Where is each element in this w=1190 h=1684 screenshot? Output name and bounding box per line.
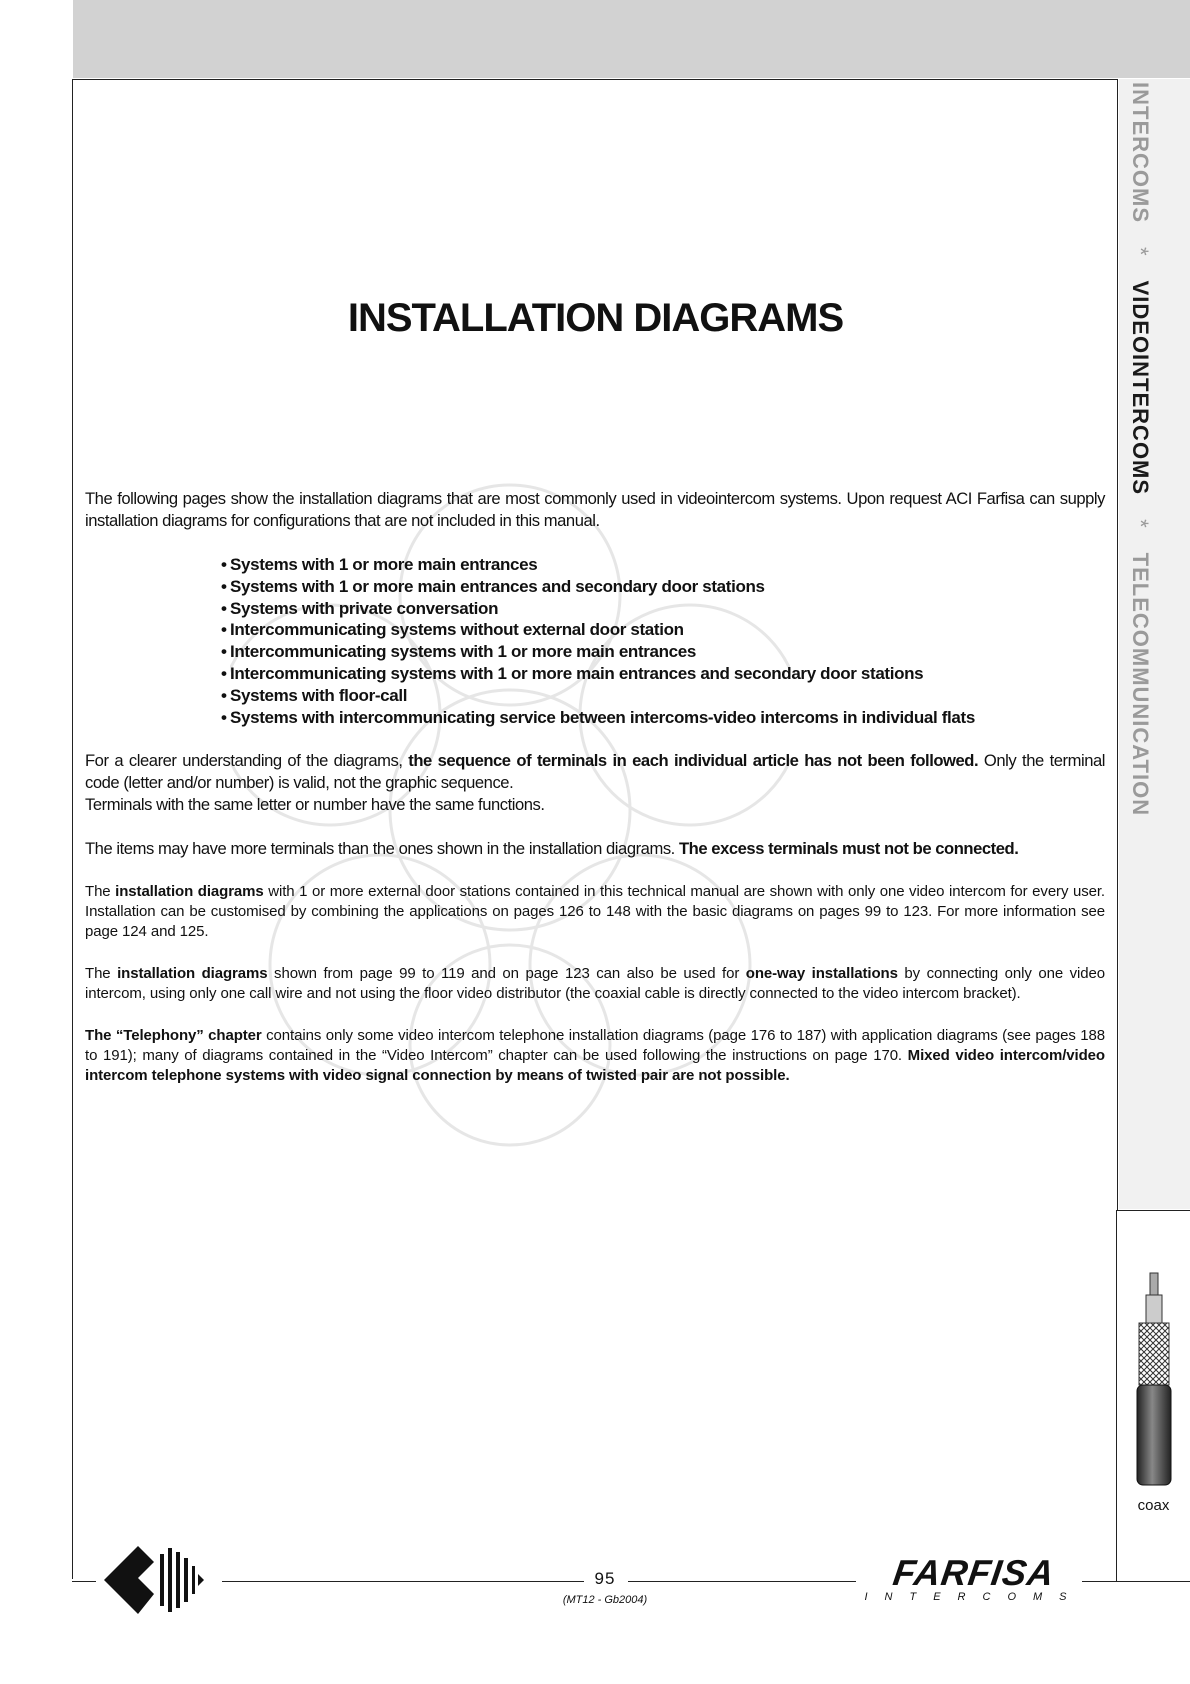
main-content bbox=[85, 488, 1105, 1108]
excess-terminals-paragraph: The items may have more terminals than the ones shown in the installation diagrams. The excess terminals must not be connected. bbox=[85, 839, 1019, 859]
nav-item-videointercoms[interactable]: VIDEOINTERCOMS bbox=[1128, 280, 1153, 496]
frame-top-border bbox=[72, 79, 1118, 80]
list-item: • Intercommunicating systems with 1 or more main entrances and secondary door stations bbox=[221, 663, 924, 683]
list-item: • Intercommunicating systems without external door station bbox=[221, 620, 684, 640]
footer-rule bbox=[72, 1581, 96, 1582]
customisation-paragraph: The installation diagrams with 1 or more external door stations contained in this technical manual are shown with only one video intercom for every user. Installation can be customised by combining the applications on pages 126 to 148 with the basic diagrams on pages 99 to 123. For more information see page 124 and 125. bbox=[85, 883, 1105, 941]
side-navigation bbox=[1127, 82, 1153, 816]
sequence-paragraph: For a clearer understanding of the diagrams, the sequence of terminals in each individual article has not been followed. Only the terminal code (letter and/or number) is valid, not the graphic sequence. Terminals with the same letter or number have the same functions. bbox=[85, 751, 1105, 815]
list-item: • Systems with 1 or more main entrances bbox=[221, 555, 538, 574]
nav-separator: * bbox=[1128, 247, 1153, 257]
coax-panel bbox=[1116, 1210, 1190, 1582]
page-title: INSTALLATION DIAGRAMS bbox=[347, 296, 844, 340]
document-code: (MT12 - Gb2004) bbox=[562, 1594, 648, 1606]
list-item: • Systems with 1 or more main entrances and secondary door stations bbox=[221, 576, 765, 596]
nav-item-intercoms[interactable]: INTERCOMS bbox=[1128, 82, 1153, 224]
list-item: • Systems with private conversation bbox=[221, 598, 499, 618]
footer-rule bbox=[222, 1581, 584, 1582]
nav-separator: * bbox=[1128, 519, 1153, 529]
telephony-paragraph: The “Telephony” chapter contains only some video intercom telephone installation diagrams (page 176 to 187) with application diagrams (see pages 188 to 191); many of diagrams contained in the “Video Intercom” chapter can be used following the instructions on page 170. Mixed video intercom/video intercom telephone systems with video signal connection by means of twisted pair are not possible. bbox=[85, 1027, 1105, 1085]
company-logo-icon bbox=[102, 1544, 212, 1616]
coax-label: coax bbox=[1137, 1497, 1170, 1514]
top-band bbox=[73, 0, 1190, 78]
page-number: 95 bbox=[594, 1569, 616, 1588]
one-way-paragraph: The installation diagrams shown from page 99 to 119 and on page 123 can also be used for one-way installations by connecting only one video intercom, using only one call wire and not using the floor video distributor (the coaxial cable is directly connected to the video intercom bracket). bbox=[85, 965, 1105, 1003]
list-item: • Intercommunicating systems with 1 or more main entrances bbox=[221, 642, 696, 662]
brand-logo bbox=[864, 1552, 1084, 1604]
brand-name: FARFISA bbox=[890, 1552, 1058, 1593]
intro-paragraph: The following pages show the installation diagrams that are most commonly used in videointercom systems. Upon request ACI Farfisa can supply installation diagrams for configurations that are not included in this manual. bbox=[85, 489, 1105, 530]
system-types-list bbox=[85, 554, 1105, 728]
footer-rule bbox=[1082, 1581, 1118, 1582]
coax-cable-icon bbox=[1117, 1211, 1190, 1491]
nav-item-telecommunication[interactable]: TELECOMMUNICATION bbox=[1128, 552, 1153, 817]
list-item: • Systems with intercommunicating service between intercoms-video intercoms in individual flats bbox=[221, 707, 975, 727]
brand-subtitle: INTERCOMS bbox=[864, 1591, 1084, 1603]
list-item: • Systems with floor-call bbox=[221, 685, 408, 705]
footer-rule bbox=[628, 1581, 856, 1582]
